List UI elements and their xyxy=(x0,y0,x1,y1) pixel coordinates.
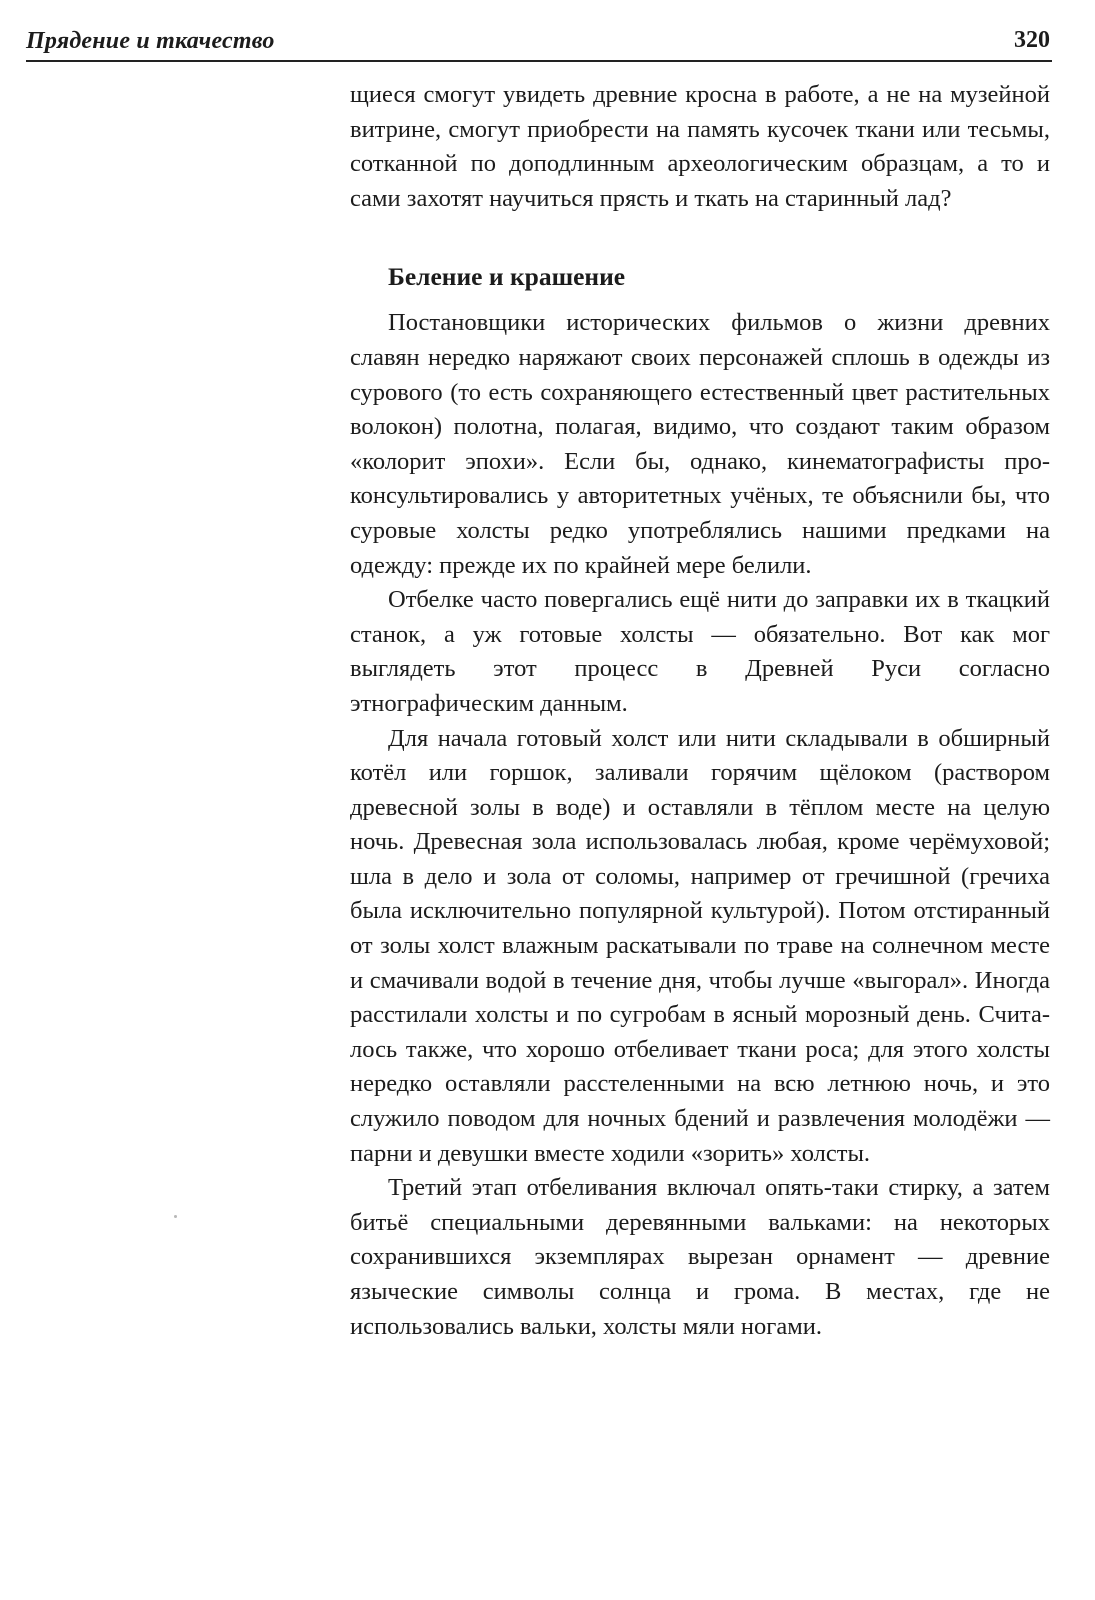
page-number: 320 xyxy=(1014,27,1050,53)
continued-paragraph: щиеся смогут увидеть древние кросна в работе, а не на музейной витрине, смогут приобрести на память кусочек ткани или тесьмы, сотканной по доподлинным археологическим образцам, а то и сами захотят научиться прясть и ткать на старинный лад? xyxy=(350,81,1050,212)
body-paragraph: Для начала готовый холст или нити складывали в обширный котёл или горшок, заливали горячим щёлоком (раствором древесной золы в воде) и оставляли в тёплом месте на целую ночь. Древесная зола использовалась любая, кроме черёмуховой; шла в дело и зола от соломы, например от гречишной (гречиха была исключительно популярной культурой). Потом отстиранный от золы холст влажным раскатывали по траве на солнечном месте и смачивали водой в течение дня, чтобы лучше «выгорал». Иногда расстилали холсты и по сугробам в ясный морозный день. Считалось также, что хорошо отбеливает ткани роса; для этого холсты нередко оставляли расстеленными на всю летнюю ночь, и это служило поводом для ночных бдений и развлечения молодёжи — парни и девушки вместе ходили «зорить» холсты. xyxy=(350,724,1050,1167)
body-paragraph: Отбелке часто повергались ещё нити до заправки их в ткацкий станок, а уж готовые холсты — обязательно. Вот как мог выглядеть этот процесс в Древней Руси согласно этнографическим данным. xyxy=(350,586,1050,717)
body-paragraph: Третий этап отбеливания включал опять-таки стирку, а затем битьё специальными деревянными вальками: на некоторых сохранившихся экземплярах вырезан орнамент — древние языческие символы солнца и грома. В местах, где не использовались вальки, холсты мяли ногами. xyxy=(350,1174,1050,1340)
text-column xyxy=(350,78,1050,1344)
section-heading: Беление и крашение xyxy=(388,262,626,292)
body-paragraph: Постановщики исторических фильмов о жизни древних славян нередко наряжают своих персонажей сплошь в одежды из сурового (то есть сохраняющего естественный цвет растительных волокон) полотна, полагая, видимо, что создают таким образом «колорит эпохи». Если бы, однако, кинематографисты проконсультировались у авторитетных учёных, те объяснили бы, что суровые холсты редко употреблялись нашими предками на одежду: прежде их по крайней мере белили. xyxy=(350,309,1050,579)
running-title: Прядение и ткачество xyxy=(26,28,275,54)
running-header xyxy=(26,22,1052,62)
scan-speck xyxy=(174,1215,177,1218)
